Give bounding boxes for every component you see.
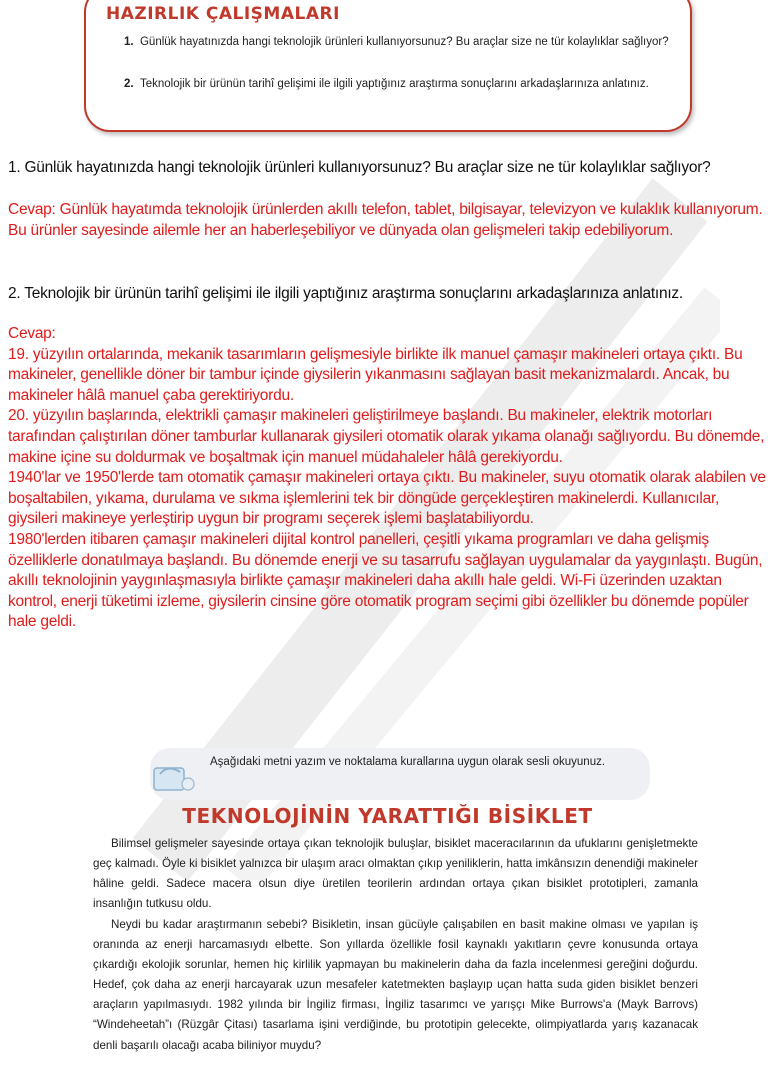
question-1: 1. Günlük hayatınızda hangi teknolojik ürünleri kullanıyorsunuz? Bu araçlar size ne tür kolaylıklar sağlıyor? [8, 159, 711, 176]
answer-2-para-1: 19. yüzyılın ortalarında, mekanik tasarımların gelişmesiyle birlikte ilk manuel çamaşır makineleri ortaya çıktı. Bu makineler, genellikle döner bir tambur içinde giysilerin yıkanmasını sağlayan basit mekanizmalardı. Ancak, bu makineler hâlâ manuel çaba gerektiriyordu. [8, 345, 743, 404]
story-paragraph-1: Bilimsel gelişmeler sayesinde ortaya çıkan teknolojik buluşlar, bisiklet maceracılarının da ufuklarını genişletmekte geç kalmadı. Öyle ki bisiklet yalnızca bir ulaşım aracı olmaktan çıkıp yeniliklerin, hatta imkânsızın denendiği makineler hâline geldi. Sadece macera olsun diye üretilen teorilerin ardından ortaya çıkan bisiklet prototipleri, zamanla insanlığın tutkusu oldu. [93, 837, 698, 911]
answer-2-para-2: 20. yüzyılın başlarında, elektrikli çamaşır makineleri geliştirilmeye başlandı. Bu makineler, elektrik motorları tarafından çalıştırılan döner tamburlar kullanarak giysileri otomatik olarak yıkama olanağı sağlıyordu. Bu dönemde, makine içine su doldurmak ve boşaltmak için manuel müdahaleler hâlâ gerekiyordu. [8, 407, 765, 466]
preparation-title: HAZIRLIK ÇALIŞMALARI [106, 4, 340, 24]
item-text: Teknolojik bir ürünün tarihî gelişimi ile ilgili yaptığınız araştırma sonuçlarını arkadaşlarınıza anlatınız. [139, 78, 649, 90]
story-title: TEKNOLOJİNİN YARATTIĞI BİSİKLET [182, 804, 593, 828]
reading-icon [150, 754, 200, 798]
answer-2-para-4: 1980'lerden itibaren çamaşır makineleri dijital kontrol panelleri, çeşitli yıkama programları ve daha gelişmiş özelliklerle donatılmaya başlandı. Bu dönemde enerji ve su tasarrufu sağlayan uygulamalar da yaygınlaştı. Bugün, akıllı teknolojinin yaygınlaşmasıyla birlikte çamaşır makineleri daha akıllı hale geldi. Wi-Fi üzerinden uzaktan kontrol, enerji tüketimi izleme, giysilerin cinsine göre otomatik program seçimi gibi özellikler bu dönemde popüler hale geldi. [8, 530, 763, 631]
answer-2-label: Cevap: [8, 325, 56, 342]
item-number: 2. [124, 78, 134, 90]
answer-1: Cevap: Günlük hayatımda teknolojik ürünlerden akıllı telefon, tablet, bilgisayar, televizyon ve kulaklık kullanıyorum. Bu ürünler sayesinde ailemle her an haberleşebiliyor ve dünyada olan gelişmeleri takip edebiliyorum. [8, 201, 763, 239]
instruction-text: Aşağıdaki metni yazım ve noktalama kurallarına uygun olarak sesli okuyunuz. [210, 756, 606, 768]
preparation-item-1 [106, 32, 676, 53]
question-2: 2. Teknolojik bir ürünün tarihî gelişimi ile ilgili yaptığınız araştırma sonuçlarını arkadaşlarınıza anlatınız. [8, 285, 683, 302]
answer-2 [8, 324, 772, 633]
story-paragraph-2: Neydi bu kadar araştırmanın sebebi? Bisikletin, insan gücüyle çalışabilen en basit makine olması ve yapılan iş oranında az enerji harcamasıydı elbette. Son yıllarda özellikle fosil kaynaklı yakıtların çevre konusunda ortaya çıkardığı ekolojik sorunlar, hemen hiç kirlilik yapmayan bu makinelerin daha da fazla incelenmesi gereğini doğurdu. Hedef, çok daha az enerji harcayarak uzun mesafeler katetmekten başlayıp uçan hatta suda giden bisiklet benzeri araçların yapılmasıydı. 1982 yılında bir İngiliz firması, İngiliz tasarımcı ve yarışçı Mike Burrows'a (Mayk Barrovs) “Windeheetah”ı (Rüzgâr Çitası) tasarlama işini verdiğinde, bu prototipin gelecekte, olimpiyatlarda yarış kazanacak denli başarılı olacağı acaba biliniyor muydu? [93, 918, 698, 1052]
item-text: Günlük hayatınızda hangi teknolojik ürünleri kullanıyorsunuz? Bu araçlar size ne tür kolaylıklar sağlıyor? [139, 36, 669, 48]
preparation-item-2 [106, 74, 676, 95]
item-number: 1. [124, 36, 134, 48]
answer-2-para-3: 1940'lar ve 1950'lerde tam otomatik çamaşır makineleri ortaya çıktı. Bu makineler, suyu otomatik olarak alabilen ve boşaltabilen, yıkama, durulama ve sıkma işlemlerini tek bir döngüde gerçekleştiren makinelerdi. Kullanıcılar, giysileri makineye yerleştirip uygun bir programı seçerek işlemi başlatabiliyordu. [8, 469, 766, 528]
